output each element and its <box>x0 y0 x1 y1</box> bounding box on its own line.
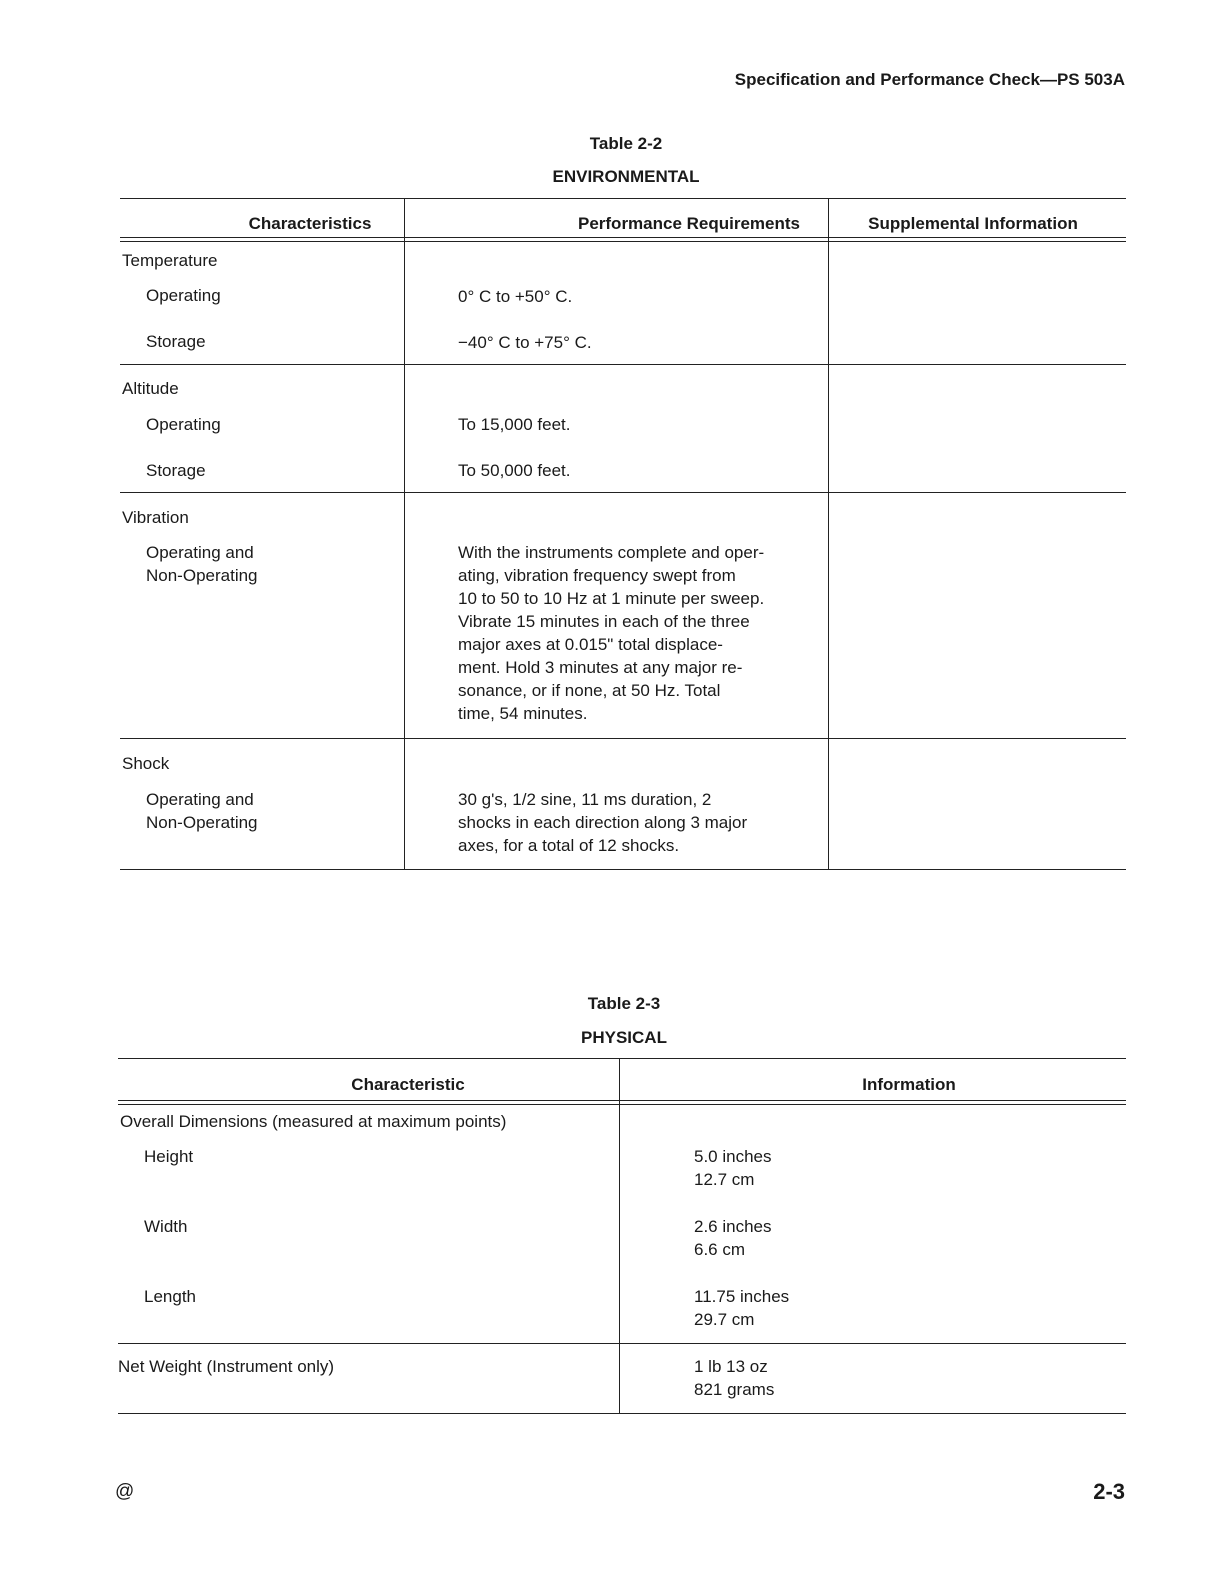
row-name: Operating and Non-Operating <box>146 790 258 832</box>
row-requirement: To 50,000 feet. <box>458 461 571 480</box>
table1-header-performance: Performance Requirements <box>577 214 801 233</box>
table2-number: Table 2-3 <box>587 994 661 1013</box>
table1-col-divider <box>404 198 405 869</box>
table2-row-rule <box>118 1343 1126 1344</box>
table1-row-rule <box>120 492 1126 493</box>
row-name: Operating <box>146 286 221 305</box>
page-number: 2-3 <box>1093 1479 1125 1504</box>
row-info-weight: 1 lb 13 oz 821 grams <box>694 1357 775 1399</box>
row-name: Operating <box>146 415 221 434</box>
table1-row-rule <box>120 364 1126 365</box>
row-name: Operating and Non-Operating <box>146 543 258 585</box>
group-label-dimensions: Overall Dimensions (measured at maximum points) <box>120 1112 507 1131</box>
table2-header-rule <box>118 1100 1126 1105</box>
table2-top-rule <box>118 1058 1126 1059</box>
row-info: 11.75 inches 29.7 cm <box>694 1287 790 1329</box>
row-name: Storage <box>146 461 206 480</box>
table1-header-rule <box>120 237 1126 242</box>
group-label-temperature: Temperature <box>122 251 218 270</box>
row-requirement: With the instruments complete and oper- ating, vibration frequency swept from 10 to 50 to 10 Hz at 1 minute per sweep. Vibrate 15 minutes in each of the three major axes at 0.015" total displace- ment. Hold 3 minutes at any major re- sonance, or if none, at 50 Hz. Total time, 54 minutes. <box>458 543 765 723</box>
table2-col-divider <box>619 1058 620 1413</box>
group-label-shock: Shock <box>122 754 170 773</box>
row-name: Width <box>144 1217 188 1236</box>
footer-logo: @ <box>115 1481 135 1502</box>
row-requirement: 30 g's, 1/2 sine, 11 ms duration, 2 shocks in each direction along 3 major axes, for a total of 12 shocks. <box>458 790 748 855</box>
row-requirement: −40° C to +75° C. <box>458 333 592 352</box>
row-info: 2.6 inches 6.6 cm <box>694 1217 772 1259</box>
table1-col-divider <box>828 198 829 869</box>
row-name: Length <box>144 1287 196 1306</box>
table1-bottom-rule <box>120 869 1126 870</box>
row-requirement: To 15,000 feet. <box>458 415 571 434</box>
table1-header-characteristics: Characteristics <box>248 214 372 233</box>
table1-number: Table 2-2 <box>589 134 663 153</box>
table2-header-information: Information <box>862 1075 956 1094</box>
table2-header-characteristic: Characteristic <box>351 1075 465 1094</box>
row-info: 5.0 inches 12.7 cm <box>694 1147 772 1189</box>
row-requirement: 0° C to +50° C. <box>458 287 573 306</box>
table1-title: ENVIRONMENTAL <box>552 167 700 186</box>
group-label-altitude: Altitude <box>122 379 179 398</box>
row-name-weight: Net Weight (Instrument only) <box>118 1357 335 1376</box>
table1-top-rule <box>120 198 1126 199</box>
row-name: Height <box>144 1147 194 1166</box>
row-name: Storage <box>146 332 206 351</box>
running-header: Specification and Performance Check—PS 503A <box>734 70 1125 89</box>
table1-row-rule <box>120 738 1126 739</box>
table2-bottom-rule <box>118 1413 1126 1414</box>
table1-header-supplemental: Supplemental Information <box>868 214 1078 233</box>
group-label-vibration: Vibration <box>122 508 189 527</box>
table2-title: PHYSICAL <box>581 1028 667 1047</box>
